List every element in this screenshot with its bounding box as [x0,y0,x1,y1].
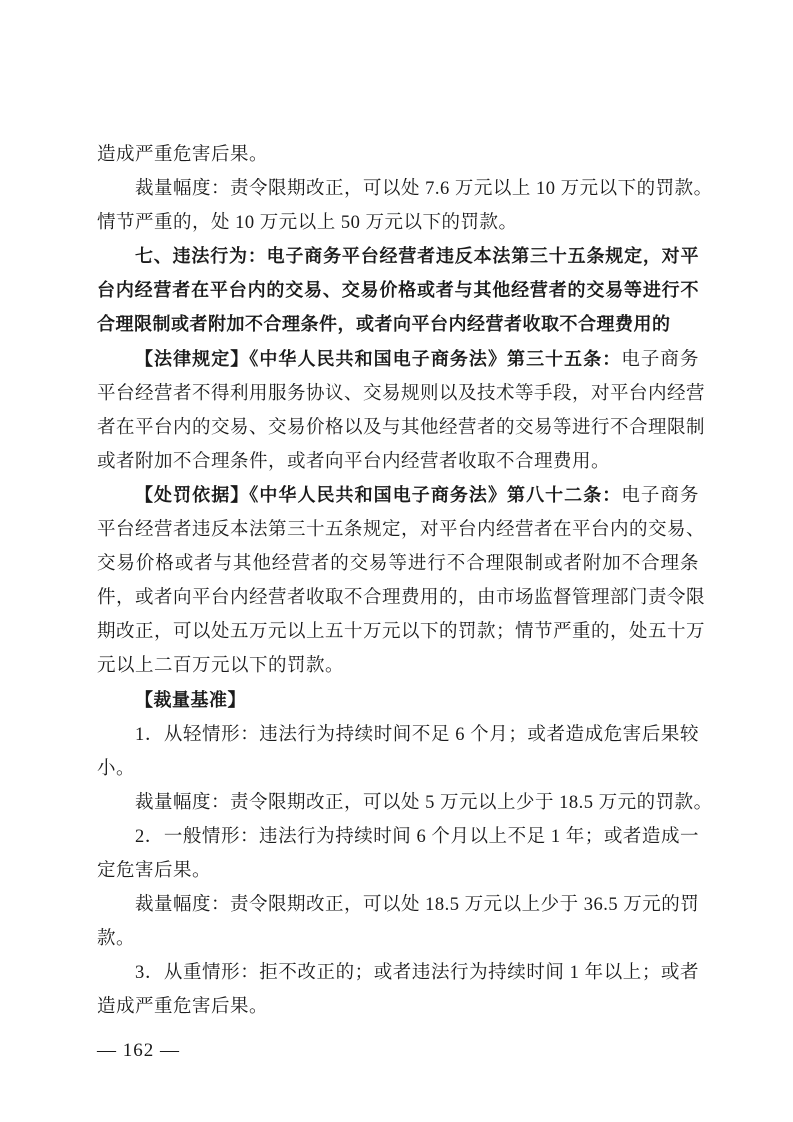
line-text: 者在平台内的交易、交易价格以及与其他经营者的交易等进行不合理限制 [97,417,706,438]
line-text: 造成严重危害后果。 [97,145,269,165]
line-text: 平台经营者违反本法第三十五条规定，对平台内经营者在平台内的交易、 [97,520,706,541]
text-line [97,206,699,240]
text-line [97,956,699,990]
line-text: 情节严重的，处 10 万元以上 50 万元以下的罚款。 [97,213,518,234]
line-text: 或者附加不合理条件，或者向平台内经营者收取不合理费用。 [97,451,611,472]
section-heading-line [97,240,699,274]
text-line [97,888,699,922]
text-line [97,820,699,854]
line-text: 件，或者向平台内经营者收取不合理费用的，由市场监督管理部门责令限 [97,588,706,609]
text-line [97,445,699,479]
line-text: 元以上二百万元以下的罚款。 [97,656,345,677]
text-line [97,854,699,888]
line-text: 2．一般情形：违法行为持续时间 6 个月以上不足 1 年；或者造成一 [135,826,699,847]
section-heading-line [97,308,699,342]
document-body [97,138,713,1024]
text-line [97,649,699,683]
line-text: 款。 [97,929,136,950]
page-number: — 162 — [97,1040,180,1061]
text-line [97,615,706,649]
text-line [97,718,699,752]
bold-label: 【处罚依据】《中华人民共和国电子商务法》第八十二条： [135,484,622,506]
text-line [97,411,706,445]
text-line [97,547,699,581]
line-text: 台内经营者在平台内的交易、交易价格或者与其他经营者的交易等进行不 [97,280,699,302]
line-text: 电子商务 [621,485,699,506]
line-text: 七、违法行为：电子商务平台经营者违反本法第三十五条规定，对平 [135,246,699,268]
line-text: 定危害后果。 [97,860,212,881]
text-line [97,752,699,786]
text-line [97,138,699,172]
bold-label: 【法律规定】《中华人民共和国电子商务法》第三十五条： [135,348,622,370]
section-heading-line [97,274,699,308]
text-line [97,684,699,718]
text-line [97,990,699,1024]
line-text: 3．从重情形：拒不改正的；或者违法行为持续时间 1 年以上；或者 [135,963,699,984]
bold-label: 【裁量基准】 [135,689,246,711]
text-line [97,172,713,206]
line-text: 1．从轻情形：违法行为持续时间不足 6 个月；或者造成危害后果较 [135,724,699,745]
text-line [97,922,699,956]
text-line [97,377,706,411]
line-text: 期改正，可以处五万元以上五十万元以下的罚款；情节严重的，处五十万 [97,622,706,643]
text-line [97,479,699,513]
text-line [97,343,699,377]
text-line [97,513,706,547]
line-text: 裁量幅度：责令限期改正，可以处 7.6 万元以上 10 万元以下的罚款。 [135,179,713,200]
line-text: 交易价格或者与其他经营者的交易等进行不合理限制或者附加不合理条 [97,554,699,575]
line-text: 平台经营者不得利用服务协议、交易规则以及技术等手段，对平台内经营 [97,383,706,404]
text-line [97,786,713,820]
line-text: 造成严重危害后果。 [97,997,269,1018]
line-text: 合理限制或者附加不合理条件，或者向平台内经营者收取不合理费用的 [97,314,671,336]
line-text: 小。 [97,758,136,779]
text-line [97,581,706,615]
line-text: 电子商务 [621,349,699,370]
line-text: 裁量幅度：责令限期改正，可以处 5 万元以上少于 18.5 万元的罚款。 [135,792,713,813]
line-text: 裁量幅度：责令限期改正，可以处 18.5 万元以上少于 36.5 万元的罚 [135,895,700,916]
